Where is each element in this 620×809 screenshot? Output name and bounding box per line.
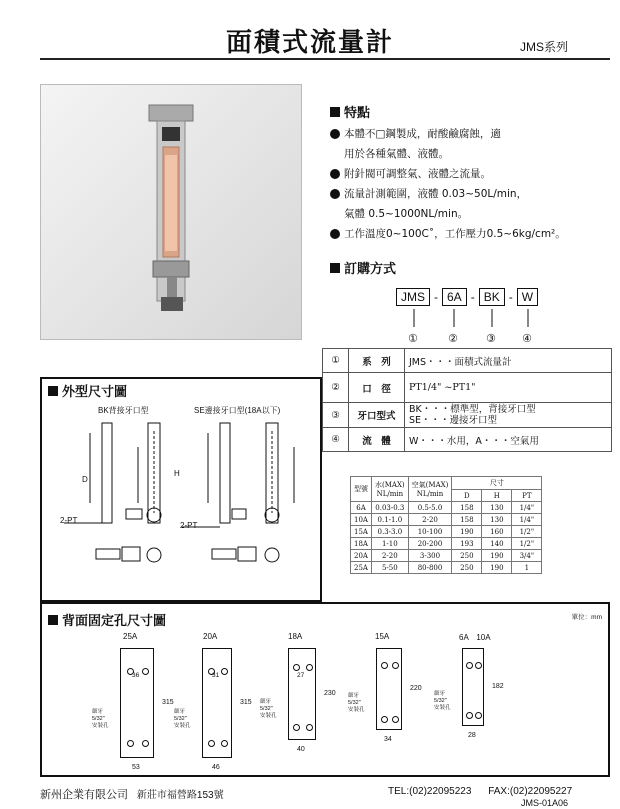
plate-height: 315: [162, 699, 174, 706]
back-holes-panel: [40, 602, 610, 777]
table-cell: 1/4": [512, 502, 542, 514]
hole-callout: 細牙 5/32" 安裝孔: [260, 698, 277, 719]
plate-outline: [120, 648, 154, 758]
plate-height: 182: [492, 683, 504, 690]
order-heading: [330, 258, 396, 277]
company-name: 新州企業有限公司: [40, 789, 128, 801]
mount-hole: [293, 664, 300, 671]
table-cell: 1: [512, 562, 542, 574]
mount-hole: [466, 662, 473, 669]
fax-text: FAX:(02)22095227: [488, 786, 573, 797]
table-cell: 158: [452, 502, 482, 514]
hole-spacing: 36: [132, 672, 140, 679]
table-row: [351, 538, 542, 550]
table-cell: 158: [452, 514, 482, 526]
row-key: 流 體: [349, 428, 405, 452]
row-key: 系 列: [349, 349, 405, 373]
table-cell: 6A: [351, 502, 372, 514]
code-leaders: [396, 307, 556, 335]
table-cell: 10-100: [408, 526, 452, 538]
col-header: PT: [512, 490, 542, 502]
back-heading: [48, 610, 166, 629]
plate-model: 15A: [375, 632, 390, 641]
mount-hole: [392, 716, 399, 723]
company-address: 新莊市福營路153號: [136, 790, 224, 801]
se-caption: SE邊接牙口型(18A以下): [194, 406, 281, 415]
table-cell: 140: [482, 538, 512, 550]
mount-hole: [142, 668, 149, 675]
doc-code: JMS-01A06: [520, 798, 568, 808]
table-cell: 1-10: [372, 538, 409, 550]
mount-hole: [208, 740, 215, 747]
feature-line: 流量計測範圍，液體 0.03~50L/min，: [344, 188, 528, 200]
table-cell: 130: [482, 502, 512, 514]
row-value: BK・・・標準型，背接牙口型: [409, 404, 536, 415]
outline-drawing: [42, 417, 320, 597]
pt-label-right: 2-PT: [180, 521, 198, 530]
plate-outline: [288, 648, 316, 740]
back-heading-text: 背面固定孔尺寸圖: [62, 613, 167, 628]
table-cell: 1/2": [512, 538, 542, 550]
plate-model: 18A: [288, 632, 303, 641]
table-cell: 3/4": [512, 550, 542, 562]
plate-width: 34: [384, 736, 392, 743]
bk-caption: BK背接牙口型: [98, 406, 149, 415]
table-cell: 1/2": [512, 526, 542, 538]
flowmeter-image: [41, 85, 303, 341]
plate-height: 220: [410, 685, 422, 692]
row-value: W・・・水用，A・・・空氣用: [405, 428, 612, 452]
feature-item: [330, 184, 610, 204]
table-row: [323, 373, 612, 403]
table-cell: 250: [452, 562, 482, 574]
col-header: 空氣(MAX) NL/min: [408, 477, 452, 502]
table-cell: 15A: [351, 526, 372, 538]
feature-line-cont: 氣體 0.5~1000NL/min。: [344, 208, 469, 220]
table-row: [323, 403, 612, 428]
table-cell: 0.03-0.3: [372, 502, 409, 514]
feature-item: [330, 164, 610, 184]
row-value-2: [405, 403, 612, 428]
code-num: ②: [448, 333, 458, 345]
col-header: 尺寸: [452, 477, 542, 490]
order-code: JMS - 6A - BK - W: [396, 288, 538, 306]
col-header: 型號: [351, 477, 372, 502]
table-cell: 1/4": [512, 514, 542, 526]
code-series: JMS: [396, 288, 430, 306]
row-num: ③: [323, 403, 349, 428]
bullet-icon: [330, 189, 340, 199]
mount-hole: [221, 668, 228, 675]
feature-line: 附針閥可調整氣、液體之流量。: [344, 168, 491, 180]
dims-table: [350, 476, 542, 574]
table-cell: 2-20: [372, 550, 409, 562]
table-row: [351, 502, 542, 514]
table-cell: 3-300: [408, 550, 452, 562]
unit-label: 單位：mm: [571, 614, 602, 621]
code-fluid: W: [517, 288, 538, 306]
plate-height: 315: [240, 699, 252, 706]
plate-width: 40: [297, 746, 305, 753]
hole-callout: 細牙 5/32" 安裝孔: [174, 708, 191, 729]
table-cell: 20-200: [408, 538, 452, 550]
table-cell: 190: [482, 550, 512, 562]
features-heading-text: 特點: [344, 105, 371, 120]
square-icon: [330, 107, 340, 117]
feature-line: 本體不□鋼製成，耐酸鹼腐蝕，適: [344, 128, 501, 140]
dims-table-body: [351, 502, 542, 574]
order-heading-text: 訂購方式: [344, 261, 397, 276]
table-cell: 193: [452, 538, 482, 550]
mount-hole: [127, 740, 134, 747]
order-table: [322, 348, 612, 452]
mount-hole: [142, 740, 149, 747]
hole-callout: 細牙 5/32" 安裝孔: [348, 693, 365, 714]
footer-left: [40, 786, 224, 802]
table-cell: 10A: [351, 514, 372, 526]
col-header: H: [482, 490, 512, 502]
outline-dims-panel: [40, 377, 322, 602]
hole-spacing: 27: [297, 672, 305, 679]
footer-right: [388, 786, 572, 797]
mount-hole: [466, 712, 473, 719]
row-num: ②: [323, 373, 349, 403]
code-size: 6A: [442, 288, 467, 306]
hole-spacing: 31: [212, 672, 220, 679]
feature-item: [330, 224, 610, 244]
row-num: ④: [323, 428, 349, 452]
mount-hole: [293, 724, 300, 731]
table-cell: 160: [482, 526, 512, 538]
plate-outline: [462, 648, 484, 726]
hole-callout: 細牙 5/32" 安裝孔: [92, 708, 109, 729]
col-header: 水(MAX) NL/min: [372, 477, 409, 502]
table-row: [351, 514, 542, 526]
bullet-icon: [330, 169, 340, 179]
page-title: 面積式流量計: [225, 28, 394, 58]
row-value: PT1/4" ~PT1": [405, 373, 612, 403]
mount-hole: [221, 740, 228, 747]
hole-callout: 細牙 5/32" 安裝孔: [434, 690, 451, 711]
features-heading: [330, 102, 370, 121]
table-cell: 25A: [351, 562, 372, 574]
plate-model: 20A: [203, 632, 218, 641]
col-header: D: [452, 490, 482, 502]
row-key: 口 徑: [349, 373, 405, 403]
table-cell: 5-50: [372, 562, 409, 574]
table-cell: 0.3-3.0: [372, 526, 409, 538]
plate-width: 46: [212, 764, 220, 771]
table-row: [351, 562, 542, 574]
title-rule: [40, 58, 610, 60]
mount-hole: [392, 662, 399, 669]
tel-text: TEL:(02)22095223: [388, 786, 472, 797]
bullet-icon: [330, 129, 340, 139]
mount-hole: [475, 712, 482, 719]
dims-heading: [48, 381, 127, 400]
square-icon: [48, 386, 58, 396]
plate-width: 53: [132, 764, 140, 771]
feature-line-cont: 用於各種氣體、液體。: [344, 148, 449, 160]
table-cell: 20A: [351, 550, 372, 562]
bullet-icon: [330, 229, 340, 239]
code-num: ④: [522, 333, 532, 345]
plate-width: 28: [468, 732, 476, 739]
table-row: [351, 550, 542, 562]
product-photo: [40, 84, 302, 340]
plate-outline: [202, 648, 232, 758]
dims-heading-text: 外型尺寸圖: [62, 384, 128, 399]
table-cell: 190: [452, 526, 482, 538]
plate-model: 6A 10A: [459, 633, 491, 642]
table-row: [323, 349, 612, 373]
mount-hole: [306, 664, 313, 671]
row-value: SE・・・邊接牙口型: [409, 415, 498, 426]
mount-hole: [381, 662, 388, 669]
table-cell: 18A: [351, 538, 372, 550]
code-num: ③: [486, 333, 496, 345]
mount-hole: [306, 724, 313, 731]
feature-item: [330, 124, 610, 144]
plate-height: 230: [324, 690, 336, 697]
d-label: D: [82, 475, 88, 484]
row-key: 牙口型式: [349, 403, 405, 428]
table-header-row: [351, 477, 542, 490]
row-num: ①: [323, 349, 349, 373]
pt-label-left: 2-PT: [60, 516, 78, 525]
code-num: ①: [408, 333, 418, 345]
table-row: [351, 526, 542, 538]
table-cell: 0.1-1.0: [372, 514, 409, 526]
table-cell: 190: [482, 562, 512, 574]
mount-hole: [381, 716, 388, 723]
code-thread: BK: [479, 288, 505, 306]
plate-model: 25A: [123, 632, 138, 641]
series-label: JMS系列: [519, 40, 568, 54]
mount-hole: [475, 662, 482, 669]
table-row: [323, 428, 612, 452]
table-cell: 0.5-5.0: [408, 502, 452, 514]
table-cell: 130: [482, 514, 512, 526]
feature-line: 工作溫度0~100C˚，工作壓力0.5~6kg/cm²。: [344, 228, 566, 240]
table-cell: 250: [452, 550, 482, 562]
table-cell: 80-800: [408, 562, 452, 574]
square-icon: [48, 615, 58, 625]
square-icon: [330, 263, 340, 273]
plate-outline: [376, 648, 402, 730]
features-list: [330, 124, 610, 244]
row-value: JMS・・・面積式流量計: [405, 349, 612, 373]
table-cell: 2-20: [408, 514, 452, 526]
h-label: H: [174, 469, 180, 478]
